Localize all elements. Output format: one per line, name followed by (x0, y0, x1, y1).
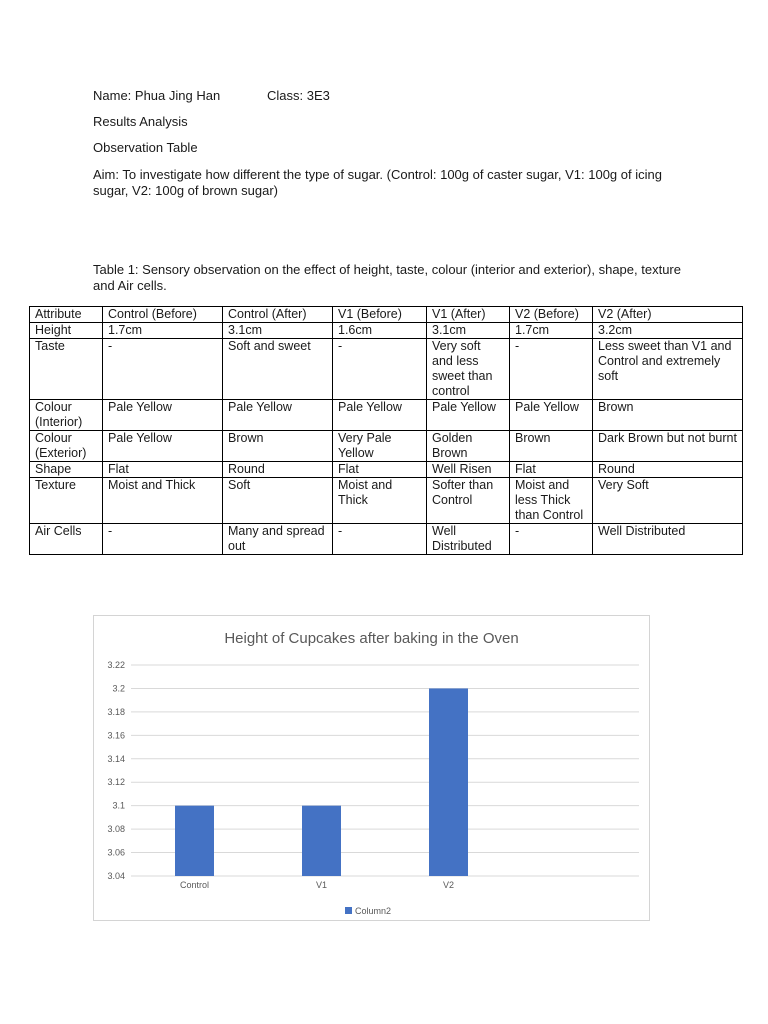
bar (175, 806, 214, 876)
table-header-cell: Control (After) (223, 307, 333, 323)
table-row (30, 431, 743, 462)
bar (302, 806, 341, 876)
observation-table (29, 306, 743, 555)
table-cell: Soft and sweet (223, 339, 333, 400)
table-cell: Brown (223, 431, 333, 462)
legend-swatch (345, 907, 352, 914)
table-cell: - (510, 339, 593, 400)
table-cell: - (510, 524, 593, 555)
table-cell: Softer than Control (427, 478, 510, 524)
bar (429, 688, 468, 876)
table-cell: Pale Yellow (103, 400, 223, 431)
table-cell: Round (593, 462, 743, 478)
table-header-cell: Control (Before) (103, 307, 223, 323)
table-cell: Moist and less Thick than Control (510, 478, 593, 524)
bar-chart (94, 616, 649, 920)
table-cell: 1.7cm (103, 323, 223, 339)
x-tick-label: Control (179, 880, 210, 890)
table-cell: Pale Yellow (223, 400, 333, 431)
aim-text: Aim: To investigate how different the type of sugar. (Control: 100g of caster sugar, V1: 100g of icing sugar, V2: 100g of brown sugar) (93, 167, 662, 198)
table-cell: - (333, 524, 427, 555)
y-tick-label: 3.2 (112, 683, 125, 694)
table-cell: Soft (223, 478, 333, 524)
table-cell: Golden Brown (427, 431, 510, 462)
chart-area (93, 615, 650, 921)
section-title: Results Analysis (93, 114, 188, 129)
y-tick-label: 3.06 (107, 847, 125, 858)
table-cell: Colour (Exterior) (30, 431, 103, 462)
table-cell: Very soft and less sweet than control (427, 339, 510, 400)
x-tick-label: V2 (442, 880, 455, 890)
legend-label: Column2 (355, 906, 392, 916)
table-cell: Less sweet than V1 and Control and extremely soft (593, 339, 743, 400)
table-cell: Pale Yellow (510, 400, 593, 431)
table-cell: Brown (593, 400, 743, 431)
y-tick-label: 3.14 (107, 753, 125, 764)
table-cell: 1.7cm (510, 323, 593, 339)
table-cell: Flat (510, 462, 593, 478)
table-header-cell: Attribute (30, 307, 103, 323)
table-cell: Dark Brown but not burnt (593, 431, 743, 462)
table-cell: Pale Yellow (333, 400, 427, 431)
table-cell: - (333, 339, 427, 400)
table-cell: Moist and Thick (103, 478, 223, 524)
table-cell: Colour (Interior) (30, 400, 103, 431)
y-tick-label: 3.08 (107, 824, 125, 835)
table-cell: Round (223, 462, 333, 478)
table-cell: 1.6cm (333, 323, 427, 339)
student-class: Class: 3E3 (267, 88, 330, 103)
table-row (30, 478, 743, 524)
table-header-cell: V1 (After) (427, 307, 510, 323)
table-cell: Well Risen (427, 462, 510, 478)
table-cell: 3.1cm (223, 323, 333, 339)
table-cell: Air Cells (30, 524, 103, 555)
table-cell: Taste (30, 339, 103, 400)
chart-title: Height of Cupcakes after baking in the Oven (224, 630, 519, 647)
table-cell: - (103, 524, 223, 555)
y-tick-label: 3.16 (107, 730, 125, 741)
x-tick-label: V1 (315, 880, 328, 890)
table-cell: Well Distributed (427, 524, 510, 555)
table-row (30, 323, 743, 339)
table-cell: - (103, 339, 223, 400)
table-header-row (30, 307, 743, 323)
y-tick-label: 3.22 (107, 660, 125, 670)
table-header-cell: V2 (After) (593, 307, 743, 323)
table-row (30, 462, 743, 478)
table-cell: Shape (30, 462, 103, 478)
y-tick-label: 3.18 (107, 706, 125, 717)
table-cell: Many and spread out (223, 524, 333, 555)
table-header-cell: V1 (Before) (333, 307, 427, 323)
table-cell: Flat (333, 462, 427, 478)
y-tick-label: 3.04 (107, 871, 125, 881)
student-name: Name: Phua Jing Han (93, 88, 221, 103)
table-cell: Well Distributed (593, 524, 743, 555)
table-cell: Very Pale Yellow (333, 431, 427, 462)
table-cell: Height (30, 323, 103, 339)
table-cell: Very Soft (593, 478, 743, 524)
subsection-title: Observation Table (93, 140, 198, 155)
table-cell: 3.1cm (427, 323, 510, 339)
table-row (30, 400, 743, 431)
table-header-cell: V2 (Before) (510, 307, 593, 323)
table-row (30, 339, 743, 400)
table-row (30, 524, 743, 555)
table-cell: Pale Yellow (427, 400, 510, 431)
y-tick-label: 3.12 (107, 777, 125, 788)
table-cell: Brown (510, 431, 593, 462)
table-cell: Flat (103, 462, 223, 478)
table-cell: Pale Yellow (103, 431, 223, 462)
table-cell: Texture (30, 478, 103, 524)
table-caption: Table 1: Sensory observation on the effect of height, taste, colour (interior and exterior), shape, texture and Air cells. (93, 262, 681, 293)
y-tick-label: 3.1 (112, 800, 125, 811)
table-cell: 3.2cm (593, 323, 743, 339)
table-cell: Moist and Thick (333, 478, 427, 524)
